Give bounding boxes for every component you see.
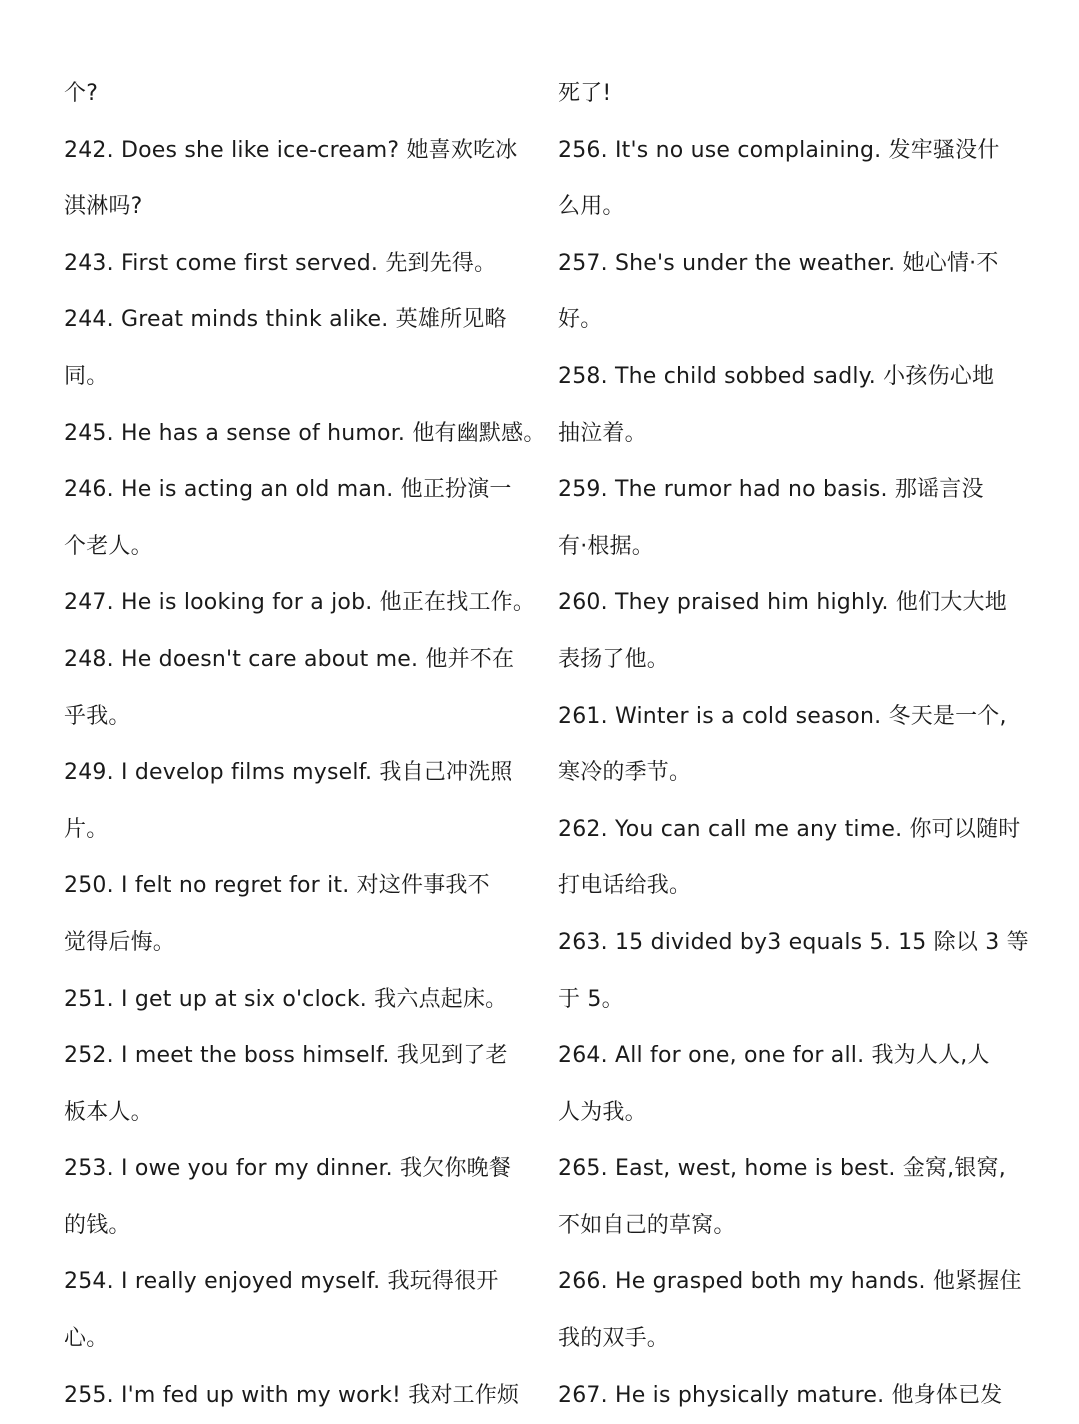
text-line: 有·根据。 bbox=[558, 533, 654, 559]
text-line: 262. You can call me any time. 你可以随时 bbox=[558, 816, 1021, 842]
text-line: 心。 bbox=[64, 1326, 109, 1352]
text-line: 265. East, west, home is best. 金窝,银窝, bbox=[558, 1156, 1006, 1182]
text-line: 254. I really enjoyed myself. 我玩得很开 bbox=[64, 1269, 499, 1295]
text-line: 243. First come first served. 先到先得。 bbox=[64, 250, 497, 276]
text-line: 266. He grasped both my hands. 他紧握住 bbox=[558, 1269, 1022, 1295]
text-line: 不如自己的草窝。 bbox=[558, 1212, 736, 1238]
text-line: 个老人。 bbox=[64, 533, 153, 559]
text-line: 246. He is acting an old man. 他正扮演一 bbox=[64, 477, 512, 503]
text-line: 258. The child sobbed sadly. 小孩伤心地 bbox=[558, 363, 995, 389]
text-line: 264. All for one, one for all. 我为人人,人 bbox=[558, 1043, 990, 1069]
text-line: 死了! bbox=[558, 81, 612, 106]
text-line: 抽泣着。 bbox=[558, 420, 647, 446]
text-line: 256. It's no use complaining. 发牢骚没什 bbox=[558, 137, 1000, 163]
text-line: 242. Does she like ice-cream? 她喜欢吃冰 bbox=[64, 137, 518, 163]
text-line: 257. She's under the weather. 她心情·不 bbox=[558, 250, 999, 276]
text-line: 乎我。 bbox=[64, 703, 131, 729]
text-line: 人为我。 bbox=[558, 1099, 647, 1125]
text-line: 同。 bbox=[64, 363, 109, 389]
text-line: 的钱。 bbox=[64, 1212, 131, 1238]
text-line: 淇淋吗? bbox=[64, 194, 143, 220]
left-column bbox=[64, 66, 546, 1424]
text-line: 260. They praised him highly. 他们大大地 bbox=[558, 590, 1007, 616]
text-line: 255. I'm fed up with my work! 我对工作烦 bbox=[64, 1382, 520, 1408]
text-line: 251. I get up at six o'clock. 我六点起床。 bbox=[64, 986, 508, 1012]
text-line: 么用。 bbox=[558, 194, 625, 220]
text-line: 248. He doesn't care about me. 他并不在 bbox=[64, 646, 515, 672]
text-line: 个? bbox=[64, 81, 99, 106]
text-line: 247. He is looking for a job. 他正在找工作。 bbox=[64, 590, 536, 616]
text-line: 245. He has a sense of humor. 他有幽默感。 bbox=[64, 420, 546, 446]
text-line: 244. Great minds think alike. 英雄所见略 bbox=[64, 307, 507, 333]
text-line: 259. The rumor had no basis. 那谣言没 bbox=[558, 477, 984, 503]
text-line: 表扬了他。 bbox=[558, 646, 670, 672]
text-line: 寒冷的季节。 bbox=[558, 760, 692, 786]
text-line: 觉得后悔。 bbox=[64, 929, 176, 955]
text-line: 打电话给我。 bbox=[558, 873, 692, 899]
text-line: 252. I meet the boss himself. 我见到了老 bbox=[64, 1043, 508, 1069]
text-line: 我的双手。 bbox=[558, 1326, 670, 1352]
text-line: 片。 bbox=[64, 816, 109, 842]
text-line: 267. He is physically mature. 他身体已发 bbox=[558, 1382, 1003, 1408]
right-column bbox=[558, 66, 1029, 1424]
text-line: 253. I owe you for my dinner. 我欠你晚餐 bbox=[64, 1156, 512, 1182]
text-line: 249. I develop films myself. 我自己冲洗照 bbox=[64, 760, 513, 786]
text-line: 于 5。 bbox=[558, 986, 624, 1012]
text-line: 好。 bbox=[558, 307, 603, 333]
text-line: 263. 15 divided by3 equals 5. 15 除以 3 等 bbox=[558, 929, 1029, 955]
text-line: 250. I felt no regret for it. 对这件事我不 bbox=[64, 873, 490, 899]
text-line: 261. Winter is a cold season. 冬天是一个, bbox=[558, 703, 1007, 729]
text-line: 板本人。 bbox=[64, 1099, 153, 1125]
